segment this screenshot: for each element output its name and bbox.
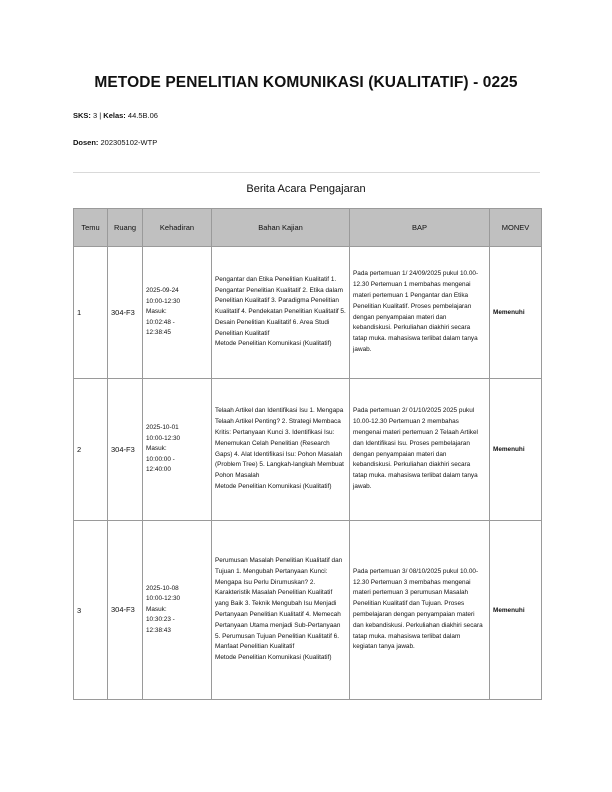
topic-text: Perumusan Masalah Penelitian Kualitatif dan Tujuan 1. Mengubah Pertanyaan Kunci: Mengapa Isu Perlu Dirumuskan? 2. Karakteristik Masalah Penelitian Kualitatif yang Baik 3. Teknik Mengubah Isu Menjadi Pertanyaan Penelitian Kualitatif 4. Memecah Pertanyaan Utama menjadi Sub-Pertanyaan 5. Perumusan Tujuan Penelitian Kualitatif 6. Manfaat Penelitian Kualitatif — [215, 557, 343, 651]
teaching-record-table — [73, 208, 542, 700]
attendance-in: 10:02:48 - — [146, 318, 175, 326]
cell-temu: 3 — [74, 521, 108, 700]
page-title: METODE PENELITIAN KOMUNIKASI (KUALITATIF) - 0225 — [94, 74, 518, 91]
cell-bap: Pada pertemuan 3/ 08/10/2025 pukul 10.00-12.30 Pertemuan 3 membahas mengenai materi pertemuan 3 perumusan Masalah Penelitian Kualitatif dan Tujuan. Proses pembelajaran dengan penyampaian materi dan kebandiskusi. Perkuliahan diakhiri secara tatap muka. mahasiswa terlibat dalam kegiatan tanya jawab. — [350, 521, 490, 700]
kelas-value: 44.5B.06 — [125, 111, 158, 120]
attendance-date: 2025-09-24 — [146, 287, 179, 295]
sks-value: 3 | — [90, 111, 104, 120]
attendance-label: Masuk: — [146, 605, 167, 613]
column-header-temu: Temu — [74, 209, 108, 247]
topic-subject: Metode Penelitian Komunikasi (Kualitatif) — [215, 340, 332, 348]
cell-ruang: 304-F3 — [108, 379, 143, 521]
attendance-in: 10:00:00 - — [146, 455, 175, 463]
table-header-row — [74, 209, 542, 247]
cell-ruang: 304-F3 — [108, 247, 143, 379]
column-header-ruang: Ruang — [108, 209, 143, 247]
attendance-out: 12:40:00 — [146, 466, 171, 474]
topic-subject: Metode Penelitian Komunikasi (Kualitatif) — [215, 654, 332, 662]
divider — [73, 172, 540, 173]
attendance-date: 2025-10-01 — [146, 424, 179, 432]
cell-temu: 1 — [74, 247, 108, 379]
table-row — [74, 247, 542, 379]
section-title: Berita Acara Pengajaran — [246, 183, 366, 195]
cell-bap: Pada pertemuan 1/ 24/09/2025 pukul 10.00-12.30 Pertemuan 1 membahas mengenai materi pertemuan 1 Pengantar dan Etika Penelitian Kualitatif. Proses pembelajaran dengan penyampaian materi dan kebandiskusi. Perkuliahan diakhiri secara tatap muka. mahasiswa terlibat dalam tanya jawab. — [350, 247, 490, 379]
attendance-time: 10:00-12:30 — [146, 595, 181, 603]
attendance-out: 12:38:45 — [146, 329, 171, 337]
attendance-date: 2025-10-08 — [146, 584, 179, 592]
topic-text: Telaah Artikel dan Identifikasi Isu 1. Mengapa Telaah Artikel Penting? 2. Strategi Membaca Kritis: Pertanyaan Kunci 3. Identifikasi Isu: Menemukan Celah Penelitian (Research Gaps) 4. Alat Identifikasi Isu: Pohon Masalah (Problem Tree) 5. Langkah-langkah Membuat Pohon Masalah — [215, 407, 344, 480]
attendance-time: 10:00-12:30 — [146, 434, 181, 442]
cell-kehadiran — [143, 247, 212, 379]
attendance-label: Masuk: — [146, 308, 167, 316]
cell-monev: Memenuhi — [490, 379, 542, 521]
cell-bahan-kajian — [212, 521, 350, 700]
column-header-bahan-kajian: Bahan Kajian — [212, 209, 350, 247]
column-header-kehadiran: Kehadiran — [143, 209, 212, 247]
attendance-time: 10:00-12:30 — [146, 297, 181, 305]
cell-monev: Memenuhi — [490, 521, 542, 700]
cell-bahan-kajian — [212, 379, 350, 521]
cell-kehadiran — [143, 379, 212, 521]
kelas-label: Kelas: — [103, 111, 126, 120]
attendance-label: Masuk: — [146, 445, 167, 453]
course-info — [73, 111, 158, 120]
dosen-label: Dosen: — [73, 138, 99, 147]
table-row — [74, 379, 542, 521]
attendance-out: 12:38:43 — [146, 626, 171, 634]
column-header-bap: BAP — [350, 209, 490, 247]
cell-temu: 2 — [74, 379, 108, 521]
topic-subject: Metode Penelitian Komunikasi (Kualitatif) — [215, 482, 332, 490]
lecturer-info — [73, 138, 157, 147]
column-header-monev: MONEV — [490, 209, 542, 247]
topic-text: Pengantar dan Etika Penelitian Kualitatif 1. Pengantar Penelitian Kualitatif 2. Etika dalam Penelitian Kualitatif 3. Paradigma Penelitian Kualitatif 4. Pendekatan Penelitian Kualitatif 5. Desain Penelitian Kualitatif 6. Area Studi Penelitian Kualitatif — [215, 275, 346, 337]
table-row — [74, 521, 542, 700]
dosen-value: 202305102-WTP — [98, 138, 158, 147]
cell-kehadiran — [143, 521, 212, 700]
attendance-in: 10:30:23 - — [146, 616, 175, 624]
sks-label: SKS: — [73, 111, 91, 120]
cell-bap: Pada pertemuan 2/ 01/10/2025 2025 pukul 10.00-12.30 Pertemuan 2 membahas mengenai materi pertemuan 2 Telaah Artikel dan Identifikasi Isu. Proses pembelajaran dengan penyampaian materi dan kebandiskusi. Perkuliahan diakhiri secara tatap muka. mahasiswa terlibat dalam tanya jawab. — [350, 379, 490, 521]
cell-ruang: 304-F3 — [108, 521, 143, 700]
cell-monev: Memenuhi — [490, 247, 542, 379]
cell-bahan-kajian — [212, 247, 350, 379]
